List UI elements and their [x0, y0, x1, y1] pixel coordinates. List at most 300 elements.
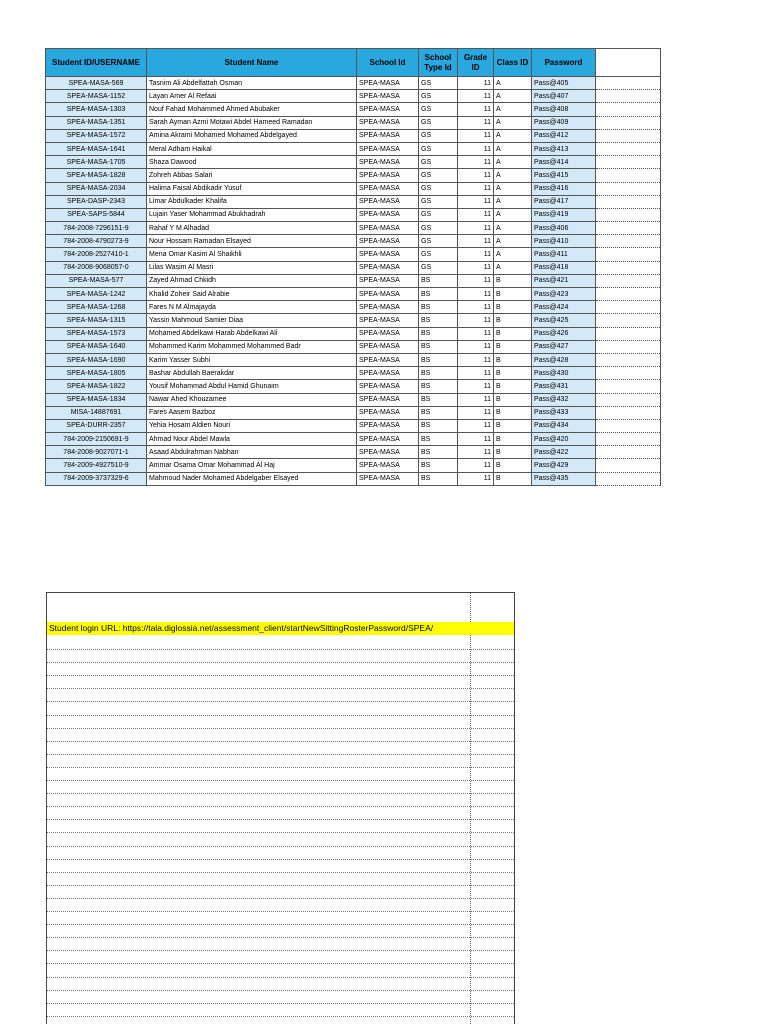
empty-cell[interactable] — [596, 156, 661, 169]
password-cell[interactable]: Pass@428 — [532, 353, 596, 366]
student-name-cell[interactable]: Nawar Ahed Khouzamee — [147, 393, 357, 406]
class-cell[interactable]: A — [494, 103, 532, 116]
empty-cell[interactable] — [596, 314, 661, 327]
school-id-cell[interactable]: SPEA-MASA — [357, 406, 419, 419]
class-cell[interactable]: B — [494, 472, 532, 485]
password-cell[interactable]: Pass@424 — [532, 301, 596, 314]
school-type-cell[interactable]: GS — [419, 248, 458, 261]
school-type-cell[interactable]: GS — [419, 142, 458, 155]
table-row — [46, 103, 661, 116]
empty-cell[interactable] — [596, 169, 661, 182]
school-type-cell[interactable]: GS — [419, 261, 458, 274]
student-id-cell[interactable]: SPEA-MASA-1351 — [46, 116, 147, 129]
student-id-cell[interactable]: SPEA-MASA-1315 — [46, 314, 147, 327]
class-cell[interactable]: B — [494, 446, 532, 459]
student-login-url[interactable]: Student login URL: https://tala.diglossia.net/assessment_client/startNewSittingRosterPassword/SPEA/ — [47, 622, 514, 635]
school-id-cell[interactable]: SPEA-MASA — [357, 248, 419, 261]
password-cell[interactable]: Pass@410 — [532, 235, 596, 248]
empty-row-line — [47, 977, 514, 978]
class-cell[interactable]: A — [494, 156, 532, 169]
school-id-cell[interactable]: SPEA-MASA — [357, 261, 419, 274]
password-cell[interactable]: Pass@411 — [532, 248, 596, 261]
student-name-cell[interactable]: Shaza Dawood — [147, 156, 357, 169]
class-cell[interactable]: B — [494, 433, 532, 446]
password-cell[interactable]: Pass@420 — [532, 433, 596, 446]
class-cell[interactable]: A — [494, 77, 532, 90]
header-grade-id[interactable]: Grade ID — [458, 49, 494, 77]
table-row — [46, 314, 661, 327]
empty-cell[interactable] — [596, 301, 661, 314]
class-cell[interactable]: B — [494, 367, 532, 380]
student-name-cell[interactable]: Mohamed Abdelkawi Harab Abdelkawi Ali — [147, 327, 357, 340]
password-cell[interactable]: Pass@405 — [532, 77, 596, 90]
empty-row-line — [47, 793, 514, 794]
empty-cell[interactable] — [596, 353, 661, 366]
student-id-cell[interactable]: 784-2009-4927510-9 — [46, 459, 147, 472]
school-type-cell[interactable]: GS — [419, 222, 458, 235]
school-id-cell[interactable]: SPEA-MASA — [357, 380, 419, 393]
password-cell[interactable]: Pass@409 — [532, 116, 596, 129]
empty-cell[interactable] — [596, 208, 661, 221]
student-name-cell[interactable]: Karim Yasser Subhi — [147, 353, 357, 366]
school-id-cell[interactable]: SPEA-MASA — [357, 129, 419, 142]
empty-cell[interactable] — [596, 327, 661, 340]
school-type-cell[interactable]: BS — [419, 288, 458, 301]
student-id-cell[interactable]: 784-2008-4790273-9 — [46, 235, 147, 248]
student-id-cell[interactable]: SPEA-MASA-1152 — [46, 90, 147, 103]
student-name-cell[interactable]: Fares Aasem Bazboz — [147, 406, 357, 419]
empty-cell[interactable] — [596, 288, 661, 301]
school-id-cell[interactable]: SPEA-MASA — [357, 393, 419, 406]
school-type-cell[interactable]: GS — [419, 182, 458, 195]
grade-cell[interactable]: 11 — [458, 142, 494, 155]
class-cell[interactable]: B — [494, 327, 532, 340]
school-id-cell[interactable]: SPEA-MASA — [357, 77, 419, 90]
class-cell[interactable]: B — [494, 288, 532, 301]
empty-cell[interactable] — [596, 274, 661, 287]
grade-cell[interactable]: 11 — [458, 208, 494, 221]
school-id-cell[interactable]: SPEA-MASA — [357, 169, 419, 182]
table-row — [46, 156, 661, 169]
school-type-cell[interactable]: BS — [419, 301, 458, 314]
student-id-cell[interactable]: SPEA-MASA-1828 — [46, 169, 147, 182]
table-row — [46, 380, 661, 393]
student-name-cell[interactable]: Rahaf Y M Alhadad — [147, 222, 357, 235]
student-id-cell[interactable]: SPEA-MASA-1805 — [46, 367, 147, 380]
password-cell[interactable]: Pass@413 — [532, 142, 596, 155]
table-row — [46, 288, 661, 301]
school-id-cell[interactable]: SPEA-MASA — [357, 288, 419, 301]
student-roster-table — [45, 48, 661, 486]
header-empty[interactable] — [596, 49, 661, 77]
school-type-cell[interactable]: BS — [419, 406, 458, 419]
empty-cell[interactable] — [596, 77, 661, 90]
grade-cell[interactable]: 11 — [458, 380, 494, 393]
school-type-cell[interactable]: BS — [419, 353, 458, 366]
grade-cell[interactable]: 11 — [458, 406, 494, 419]
student-id-cell[interactable]: SPEA-MASA-1641 — [46, 142, 147, 155]
table-row — [46, 248, 661, 261]
empty-cell[interactable] — [596, 446, 661, 459]
grade-cell[interactable]: 11 — [458, 472, 494, 485]
grade-cell[interactable]: 11 — [458, 77, 494, 90]
password-cell[interactable]: Pass@425 — [532, 314, 596, 327]
student-id-cell[interactable]: SPEA-DURR-2357 — [46, 419, 147, 432]
grade-cell[interactable]: 11 — [458, 446, 494, 459]
student-id-cell[interactable]: SPEA-MASA-1303 — [46, 103, 147, 116]
empty-row-line — [47, 924, 514, 925]
class-cell[interactable]: B — [494, 393, 532, 406]
empty-cell[interactable] — [596, 261, 661, 274]
school-type-cell[interactable]: BS — [419, 446, 458, 459]
grade-cell[interactable]: 11 — [458, 248, 494, 261]
student-id-cell[interactable]: SPEA-MASA-1573 — [46, 327, 147, 340]
empty-cell[interactable] — [596, 235, 661, 248]
password-cell[interactable]: Pass@415 — [532, 169, 596, 182]
class-cell[interactable]: A — [494, 129, 532, 142]
header-student-id[interactable]: Student ID/USERNAME — [46, 49, 147, 77]
grade-cell[interactable]: 11 — [458, 235, 494, 248]
class-cell[interactable]: B — [494, 274, 532, 287]
class-cell[interactable]: A — [494, 248, 532, 261]
table-row — [46, 235, 661, 248]
school-type-cell[interactable]: BS — [419, 274, 458, 287]
empty-cell[interactable] — [596, 472, 661, 485]
school-type-cell[interactable]: BS — [419, 340, 458, 353]
student-id-cell[interactable]: SPEA-MASA-2034 — [46, 182, 147, 195]
student-name-cell[interactable]: Zayed Ahmad Chkidh — [147, 274, 357, 287]
school-id-cell[interactable]: SPEA-MASA — [357, 103, 419, 116]
password-cell[interactable]: Pass@419 — [532, 208, 596, 221]
student-id-cell[interactable]: 784-2009-2150691-9 — [46, 433, 147, 446]
table-row — [46, 406, 661, 419]
grade-cell[interactable]: 11 — [458, 433, 494, 446]
empty-cell[interactable] — [596, 406, 661, 419]
table-row — [46, 367, 661, 380]
student-name-cell[interactable]: Yassin Mahmoud Samier Diaa — [147, 314, 357, 327]
empty-cell[interactable] — [596, 419, 661, 432]
table-row — [46, 195, 661, 208]
grade-cell[interactable]: 11 — [458, 169, 494, 182]
school-type-cell[interactable]: BS — [419, 472, 458, 485]
student-name-cell[interactable]: Halima Faisal Abdikadir Yusuf — [147, 182, 357, 195]
password-cell[interactable]: Pass@417 — [532, 195, 596, 208]
student-id-cell[interactable]: SPEA-DASP-2343 — [46, 195, 147, 208]
grade-cell[interactable]: 11 — [458, 314, 494, 327]
table-row — [46, 301, 661, 314]
class-cell[interactable]: B — [494, 459, 532, 472]
student-name-cell[interactable]: Ahmad Nour Abdel Mawla — [147, 433, 357, 446]
grade-cell[interactable]: 11 — [458, 353, 494, 366]
class-cell[interactable]: A — [494, 169, 532, 182]
table-row — [46, 129, 661, 142]
student-name-cell[interactable]: Mohammed Karim Mohammed Mohammed Badr — [147, 340, 357, 353]
student-id-cell[interactable]: MISA-14887691 — [46, 406, 147, 419]
empty-row-line — [47, 728, 514, 729]
school-type-cell[interactable]: BS — [419, 380, 458, 393]
school-id-cell[interactable]: SPEA-MASA — [357, 156, 419, 169]
empty-cell[interactable] — [596, 195, 661, 208]
student-id-cell[interactable]: SPEA-MASA-1705 — [46, 156, 147, 169]
empty-cell[interactable] — [596, 459, 661, 472]
password-cell[interactable]: Pass@429 — [532, 459, 596, 472]
grade-cell[interactable]: 11 — [458, 327, 494, 340]
student-name-cell[interactable]: Bashar Abdullah Baerakdar — [147, 367, 357, 380]
school-id-cell[interactable]: SPEA-MASA — [357, 116, 419, 129]
empty-row-line — [47, 846, 514, 847]
student-name-cell[interactable]: Mena Omar Kasim Al Shaikhli — [147, 248, 357, 261]
school-type-cell[interactable]: BS — [419, 393, 458, 406]
class-cell[interactable]: A — [494, 261, 532, 274]
school-id-cell[interactable]: SPEA-MASA — [357, 222, 419, 235]
student-name-cell[interactable]: Lujain Yaser Mohammad Abukhadrah — [147, 208, 357, 221]
empty-cell[interactable] — [596, 340, 661, 353]
empty-cell[interactable] — [596, 248, 661, 261]
empty-row-line — [47, 1016, 514, 1017]
password-cell[interactable]: Pass@431 — [532, 380, 596, 393]
class-cell[interactable]: B — [494, 314, 532, 327]
password-cell[interactable]: Pass@432 — [532, 393, 596, 406]
school-type-cell[interactable]: BS — [419, 327, 458, 340]
grade-cell[interactable]: 11 — [458, 419, 494, 432]
grade-cell[interactable]: 11 — [458, 129, 494, 142]
password-cell[interactable]: Pass@426 — [532, 327, 596, 340]
school-id-cell[interactable]: SPEA-MASA — [357, 433, 419, 446]
student-id-cell[interactable]: 784-2009-3737329-6 — [46, 472, 147, 485]
student-id-cell[interactable]: 784-2008-7296151-9 — [46, 222, 147, 235]
school-type-cell[interactable]: BS — [419, 419, 458, 432]
school-id-cell[interactable]: SPEA-MASA — [357, 472, 419, 485]
password-cell[interactable]: Pass@435 — [532, 472, 596, 485]
school-id-cell[interactable]: SPEA-MASA — [357, 446, 419, 459]
school-type-cell[interactable]: GS — [419, 103, 458, 116]
empty-cell[interactable] — [596, 182, 661, 195]
header-row — [46, 49, 661, 77]
empty-cell[interactable] — [596, 367, 661, 380]
roster-body — [46, 77, 661, 486]
student-id-cell[interactable]: SPEA-MASA-1834 — [46, 393, 147, 406]
student-name-cell[interactable]: Yehia Hosam Aldien Nouri — [147, 419, 357, 432]
empty-cell[interactable] — [596, 90, 661, 103]
password-cell[interactable]: Pass@427 — [532, 340, 596, 353]
school-type-cell[interactable]: GS — [419, 129, 458, 142]
empty-row-line — [47, 819, 514, 820]
school-id-cell[interactable]: SPEA-MASA — [357, 367, 419, 380]
empty-row-line — [47, 806, 514, 807]
header-school-id[interactable]: School Id — [357, 49, 419, 77]
empty-row-line — [47, 701, 514, 702]
student-id-cell[interactable]: 784-2008-2527410-1 — [46, 248, 147, 261]
student-name-cell[interactable]: Yousif Mohammad Abdul Hamid Ghunaim — [147, 380, 357, 393]
class-cell[interactable]: A — [494, 208, 532, 221]
school-id-cell[interactable]: SPEA-MASA — [357, 142, 419, 155]
password-cell[interactable]: Pass@422 — [532, 446, 596, 459]
table-row — [46, 419, 661, 432]
empty-cell[interactable] — [596, 393, 661, 406]
school-id-cell[interactable]: SPEA-MASA — [357, 182, 419, 195]
grade-cell[interactable]: 11 — [458, 103, 494, 116]
school-id-cell[interactable]: SPEA-MASA — [357, 208, 419, 221]
grade-cell[interactable]: 11 — [458, 116, 494, 129]
school-type-cell[interactable]: GS — [419, 208, 458, 221]
grade-cell[interactable]: 11 — [458, 288, 494, 301]
student-name-cell[interactable]: Amina Akrami Mohamed Mohamed Abdelgayed — [147, 129, 357, 142]
empty-cell[interactable] — [596, 142, 661, 155]
password-cell[interactable]: Pass@408 — [532, 103, 596, 116]
password-cell[interactable]: Pass@434 — [532, 419, 596, 432]
student-id-cell[interactable]: SPEA-MASA-1690 — [46, 353, 147, 366]
grade-cell[interactable]: 11 — [458, 367, 494, 380]
student-id-cell[interactable]: SPEA-MASA-1822 — [46, 380, 147, 393]
grade-cell[interactable]: 11 — [458, 195, 494, 208]
grade-cell[interactable]: 11 — [458, 156, 494, 169]
password-cell[interactable]: Pass@407 — [532, 90, 596, 103]
student-name-cell[interactable]: Lilas Wasim Al Masri — [147, 261, 357, 274]
password-cell[interactable]: Pass@412 — [532, 129, 596, 142]
class-cell[interactable]: B — [494, 353, 532, 366]
student-name-cell[interactable]: Limar Abdulkader Khalifa — [147, 195, 357, 208]
school-type-cell[interactable]: GS — [419, 116, 458, 129]
grade-cell[interactable]: 11 — [458, 301, 494, 314]
student-id-cell[interactable]: 784-2008-9027071-1 — [46, 446, 147, 459]
empty-row-line — [47, 963, 514, 964]
student-id-cell[interactable]: SPEA-MASA-577 — [46, 274, 147, 287]
table-row — [46, 340, 661, 353]
school-id-cell[interactable]: SPEA-MASA — [357, 353, 419, 366]
grade-cell[interactable]: 11 — [458, 222, 494, 235]
school-type-cell[interactable]: BS — [419, 314, 458, 327]
student-name-cell[interactable]: Meral Adham Haikal — [147, 142, 357, 155]
student-name-cell[interactable]: Layan Amer Al Refaai — [147, 90, 357, 103]
grade-cell[interactable]: 11 — [458, 182, 494, 195]
table-row — [46, 261, 661, 274]
student-name-cell[interactable]: Asaad Abdulrahman Nabhan — [147, 446, 357, 459]
password-cell[interactable]: Pass@430 — [532, 367, 596, 380]
school-id-cell[interactable]: SPEA-MASA — [357, 459, 419, 472]
empty-row-line — [47, 1003, 514, 1004]
empty-row-line — [47, 872, 514, 873]
empty-cell[interactable] — [596, 433, 661, 446]
empty-cell[interactable] — [596, 222, 661, 235]
school-type-cell[interactable]: GS — [419, 90, 458, 103]
student-id-cell[interactable]: SPEA-MASA-569 — [46, 77, 147, 90]
grade-cell[interactable]: 11 — [458, 393, 494, 406]
school-type-cell[interactable]: GS — [419, 77, 458, 90]
school-type-cell[interactable]: GS — [419, 169, 458, 182]
student-id-cell[interactable]: SPEA-MASA-1572 — [46, 129, 147, 142]
school-id-cell[interactable]: SPEA-MASA — [357, 195, 419, 208]
header-password[interactable]: Password — [532, 49, 596, 77]
table-row — [46, 472, 661, 485]
class-cell[interactable]: B — [494, 340, 532, 353]
school-type-cell[interactable]: GS — [419, 195, 458, 208]
empty-row-line — [47, 780, 514, 781]
class-cell[interactable]: B — [494, 419, 532, 432]
school-id-cell[interactable]: SPEA-MASA — [357, 301, 419, 314]
class-cell[interactable]: A — [494, 222, 532, 235]
class-cell[interactable]: B — [494, 406, 532, 419]
password-cell[interactable]: Pass@423 — [532, 288, 596, 301]
empty-cell[interactable] — [596, 103, 661, 116]
table-row — [46, 446, 661, 459]
empty-row-line — [47, 675, 514, 676]
student-id-cell[interactable]: SPEA-MASA-1242 — [46, 288, 147, 301]
school-id-cell[interactable]: SPEA-MASA — [357, 274, 419, 287]
table-row — [46, 393, 661, 406]
empty-cell[interactable] — [596, 380, 661, 393]
class-cell[interactable]: A — [494, 195, 532, 208]
class-cell[interactable]: A — [494, 116, 532, 129]
password-cell[interactable]: Pass@433 — [532, 406, 596, 419]
table-row — [46, 142, 661, 155]
school-type-cell[interactable]: GS — [419, 156, 458, 169]
class-cell[interactable]: B — [494, 380, 532, 393]
student-name-cell[interactable]: Zohreh Abbas Salari — [147, 169, 357, 182]
password-cell[interactable]: Pass@421 — [532, 274, 596, 287]
password-cell[interactable]: Pass@418 — [532, 261, 596, 274]
school-type-cell[interactable]: BS — [419, 433, 458, 446]
school-type-cell[interactable]: BS — [419, 367, 458, 380]
student-id-cell[interactable]: SPEA-MASA-1268 — [46, 301, 147, 314]
school-id-cell[interactable]: SPEA-MASA — [357, 90, 419, 103]
class-cell[interactable]: A — [494, 90, 532, 103]
header-student-name[interactable]: Student Name — [147, 49, 357, 77]
grade-cell[interactable]: 11 — [458, 459, 494, 472]
grade-cell[interactable]: 11 — [458, 261, 494, 274]
grade-cell[interactable]: 11 — [458, 90, 494, 103]
student-name-cell[interactable]: Khalid Zoheir Said Alrabie — [147, 288, 357, 301]
empty-row-line — [47, 990, 514, 991]
header-class-id[interactable]: Class ID — [494, 49, 532, 77]
empty-cell[interactable] — [596, 129, 661, 142]
empty-row-line — [47, 649, 514, 650]
school-type-cell[interactable]: GS — [419, 235, 458, 248]
empty-row-line — [47, 859, 514, 860]
student-name-cell[interactable]: Fares N M Almajayda — [147, 301, 357, 314]
school-id-cell[interactable]: SPEA-MASA — [357, 327, 419, 340]
school-id-cell[interactable]: SPEA-MASA — [357, 235, 419, 248]
student-name-cell[interactable]: Ammar Osama Omar Mohammad Al Haj — [147, 459, 357, 472]
password-cell[interactable]: Pass@416 — [532, 182, 596, 195]
empty-cell[interactable] — [596, 116, 661, 129]
student-name-cell[interactable]: Nour Hossam Ramadan Elsayed — [147, 235, 357, 248]
grade-cell[interactable]: 11 — [458, 340, 494, 353]
school-id-cell[interactable]: SPEA-MASA — [357, 314, 419, 327]
school-id-cell[interactable]: SPEA-MASA — [357, 419, 419, 432]
empty-row-line — [47, 898, 514, 899]
empty-row-line — [47, 937, 514, 938]
grade-cell[interactable]: 11 — [458, 274, 494, 287]
student-id-cell[interactable]: SPEA-SAPS-5844 — [46, 208, 147, 221]
password-cell[interactable]: Pass@406 — [532, 222, 596, 235]
school-id-cell[interactable]: SPEA-MASA — [357, 340, 419, 353]
empty-row-line — [47, 741, 514, 742]
class-cell[interactable]: B — [494, 301, 532, 314]
student-id-cell[interactable]: 784-2008-9068057-0 — [46, 261, 147, 274]
student-name-cell[interactable]: Mahmoud Nader Mohamed Abdelgaber Elsayed — [147, 472, 357, 485]
student-name-cell[interactable]: Nouf Fahad Mohammed Ahmed Abubaker — [147, 103, 357, 116]
password-cell[interactable]: Pass@414 — [532, 156, 596, 169]
header-school-type-id[interactable]: School Type Id — [419, 49, 458, 77]
student-name-cell[interactable]: Tasnim Ali Abdelfattah Osman — [147, 77, 357, 90]
school-type-cell[interactable]: BS — [419, 459, 458, 472]
student-id-cell[interactable]: SPEA-MASA-1640 — [46, 340, 147, 353]
class-cell[interactable]: A — [494, 142, 532, 155]
class-cell[interactable]: A — [494, 235, 532, 248]
student-name-cell[interactable]: Sarah Ayman Azmi Motawi Abdel Hameed Ramadan — [147, 116, 357, 129]
class-cell[interactable]: A — [494, 182, 532, 195]
empty-row-line — [47, 832, 514, 833]
